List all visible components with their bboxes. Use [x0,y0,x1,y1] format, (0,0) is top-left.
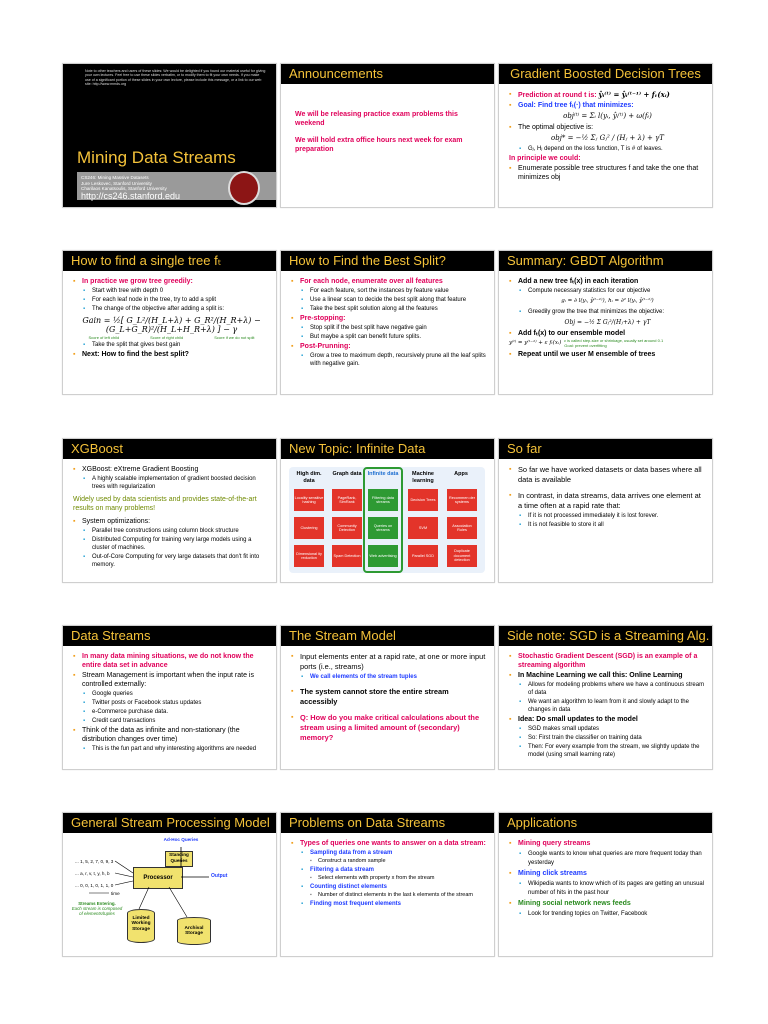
sub-bullet: ▪ Credit card transactions [73,717,270,725]
slide-header: New Topic: Infinite Data [281,439,494,459]
streams-note: Streams Entering. Each stream is composed of elements/tuples [71,901,123,917]
bullet: ▪ Input elements enter at a rapid rate, at one or more input ports (i.e., streams) [291,652,488,672]
announcement-2: We will hold extra office hours next week for exam preparation [295,137,463,153]
slide-header: XGBoost [63,439,276,459]
grid-cell: Filtering data streams [368,489,398,511]
grid-cell: PageRank, SimRank [332,489,362,511]
green-callout: Widely used by data scientists and provides state-of-the-art results on many problems! [73,496,257,512]
slide-stream-processing [62,812,277,957]
sub-bullet: ▪ SGD makes small updates [509,725,706,733]
sub-bullet: ▪ Compute necessary statistics for our objective [509,287,706,295]
slide-header: How to Find the Best Split? [281,251,494,271]
bullet: ▪ In many data mining situations, we do not know the entire data set in advance [73,652,270,670]
slide-gbdt-summary [498,250,713,395]
formula: obj* = −½ Σⱼ Gⱼ² / (Hⱼ + λ) + γT [551,134,664,142]
col-header: Graph data [332,471,362,477]
bullet: ▪ Enumerate possible tree structures f and take the one that minimizes obj [509,164,706,182]
slide-applications [498,812,713,957]
slide-header: The Stream Model [281,626,494,646]
sub-sub-bullet: ▪ Select elements with property x from the stream [291,875,488,882]
slide-so-far [498,438,713,583]
bullet: ▪ So far we have worked datasets or data bases where all data is available [509,465,706,485]
slide-single-tree [62,250,277,395]
slide-header: Gradient Boosted Decision Trees [499,64,712,84]
sub-bullet: ▪ We call elements of the stream tuples [291,673,488,681]
sub-bullet: ▪ Google queries [73,690,270,698]
formula-labels: Score of left child Score of right child Score if we do not split [88,335,255,340]
sub-bullet: ▪ If it is not processed immediately it is lost forever. [509,512,706,520]
bullet: ▪ The optimal objective is: [509,123,706,132]
stanford-seal-icon [228,171,260,205]
bullet: ▪ For each node, enumerate over all features [291,277,488,286]
bullet: ▪ In Machine Learning we call this: Online Learning [509,671,706,680]
bullet: ▪ Mining social network news feeds [509,899,706,909]
sub-bullet: ▪ Parallel tree constructions using column block structure [73,527,270,535]
bullet: ▪ Mining query streams [509,839,706,849]
sub-bullet: ▪ This is the fun part and why interesting algorithms are needed [73,745,270,753]
bullet: ▪ Stream Management is important when the input rate is controlled externally: [73,671,270,689]
grid-cell: Spam Detection [332,545,362,567]
limited-storage: Limited Working Storage [127,909,155,943]
bullet: ▪ System optimizations: [73,517,270,526]
bullet: ▪ Prediction at round t is: ŷᵢ⁽ᵗ⁾ = ŷᵢ⁽ᵗ⁻¹⁾ + fₜ(xᵢ) [509,90,706,100]
output-label: Output [211,873,228,879]
standing-queries-box: Standing Queries [165,851,193,867]
slide-xgboost [62,438,277,583]
grid-cell: Clustering [294,517,324,539]
announcement-1: We will be releasing practice exam problems this weekend [295,111,458,127]
col-header: Apps [454,471,468,477]
sub-bullet: ▪ For each feature, sort the instances by feature value [291,287,488,295]
archival-storage: Archival Storage [177,917,211,945]
formula: obj⁽ᵗ⁾ = Σᵢ l(yᵢ, ŷᵢ⁽ᵗ⁾) + ω(fₜ) [563,112,652,120]
bullet: ▪ Pre-stopping: [291,314,488,323]
grid-cell: Association Rules [447,517,477,539]
bullet: ▪ Idea: Do small updates to the model [509,715,706,724]
bullet: ▪ Next: How to find the best split? [73,350,270,359]
sub-bullet: ▪ Out-of-Core Computing for very large datasets that don't fit into memory. [73,553,270,569]
bullet: ▪ The system cannot store the entire stream accessibly [291,687,488,707]
slide-header: Data Streams [63,626,276,646]
processor-box: Processor [133,867,183,889]
sub-bullet: ▪ A highly scalable implementation of gradient boosted decision trees with regularization [73,475,270,491]
bullet: ▪ In practice we grow tree greedily: [73,277,270,286]
grid-cell: Community Detection [332,517,362,539]
slide-title [62,63,277,208]
sub-bullet: ▪ For each leaf node in the tree, try to add a split [73,296,270,304]
stream-2: ... a, r, v, t, y, h, b [75,871,110,876]
sub-bullet: ▪ e-Commerce purchase data. [73,708,270,716]
grid-cell: Recommen der systems [447,489,477,511]
slide-header: How to find a single tree fₜ [63,251,276,271]
sub-bullet: ▪ Gⱼ, Hⱼ depend on the loss function, T is # of leaves. [509,145,706,153]
sub-bullet: ▪ Take the best split solution along all the features [291,305,488,313]
sub-bullet: ▪ Counting distinct elements [291,883,488,891]
diagram-arrows [69,837,269,953]
course-url[interactable]: http://cs246.stanford.edu [81,191,181,201]
time-label: time [111,891,120,896]
course-info: CS246: Mining Massive Datasets Jure Leskovec, Stanford University Charilaos Kanatsoulis, Stanford University [81,175,167,192]
sub-bullet: ▪ Twitter posts or Facebook status updates [73,699,270,707]
slide-best-split [280,250,495,395]
sub-bullet: ▪ Grow a tree to maximum depth, recursively prune all the leaf splits with negative gain. [291,352,488,368]
sub-bullet: ▪ Filtering a data stream [291,866,488,874]
grid-cell: Queries on streams [368,517,398,539]
slide-sgd [498,625,713,770]
sub-bullet: ▪ Take the split that gives best gain [73,341,270,349]
sub-bullet: ▪ Stop split if the best split have negative gain [291,324,488,332]
sub-bullet: ▪ So: First train the classifier on training data [509,734,706,742]
bullet: ▪ Post-Prunning: [291,342,488,351]
stream-1: ... 1, 5, 2, 7, 0, 9, 3 [75,859,114,864]
grid-cell: Parallel SGD [408,545,438,567]
topic-grid [289,467,485,573]
bullet: In principle we could: [509,155,581,162]
grid-cell: Decision Trees [408,489,438,511]
slide-problems [280,812,495,957]
sub-bullet: ▪ Greedily grow the tree that minimizes the objective: [509,308,706,316]
sub-bullet: ▪ The change of the objective after adding a split is: [73,305,270,313]
shrinkage-note: ε is called step-size or shrinkage, usually set around 0.1 Goal: prevent overfitting [564,338,664,348]
bullet: ▪ Mining click streams [509,869,706,879]
col-header: High dim. data [296,471,322,484]
sub-bullet: ▪ Finding most frequent elements [291,900,488,908]
slide-header: Side note: SGD is a Streaming Alg. [499,626,712,646]
slide-header: So far [499,439,712,459]
grid-cell: Duplicate document detection [447,545,477,567]
sub-bullet: ▪ Then: For every example from the stream, we slightly update the model (using small learning rate) [509,743,706,759]
sub-bullet: ▪ Allows for modeling problems where we have a continuous stream of data [509,681,706,697]
slide-announcements [280,63,495,208]
sub-bullet: ▪ Look for trending topics on Twitter, Facebook [509,910,706,919]
teacher-note: Note to other teachers and users of these slides: We would be delighted if you found our material useful for giving your own lectures. Feel free to use these slides verbatim, or to modify them to fit your own needs. If you make use of a significant portion of these slides in your own lecture, please include this message, or a link to our web site: http://www.mmds.org [85,69,266,87]
formula: y⁽ᵗ⁾ = y⁽ᵗ⁻¹⁾ + ε fₜ(xᵢ) [509,340,562,346]
sub-sub-bullet: ▪ Construct a random sample [291,858,488,865]
slide-header: Announcements [281,64,494,84]
slide-infinite-data [280,438,495,583]
sub-bullet: ▪ Sampling data from a stream [291,849,488,857]
formula: gᵢ = ∂ l(yᵢ, ŷ⁽ᵗ⁻¹⁾), hᵢ = ∂² l(yᵢ, ŷ⁽ᵗ⁻¹⁾) [561,298,654,304]
bullet: ▪ Add a new tree fₜ(x) in each iteration [509,277,706,286]
bullet: ▪ Goal: Find tree fₜ(·) that minimizes: [509,101,706,110]
slide-title-text: Mining Data Streams [77,148,236,167]
slide-header: Applications [499,813,712,833]
sub-bullet: ▪ Use a linear scan to decide the best split along that feature [291,296,488,304]
sub-bullet: ▪ Start with tree with depth 0 [73,287,270,295]
stream-3: ... 0, 0, 1, 0, 1, 1, 0 [75,883,114,888]
slide-header: Problems on Data Streams [281,813,494,833]
bullet: ▪ XGBoost: eXtreme Gradient Boosting [73,465,270,474]
bullet: ▪ Types of queries one wants to answer on a data stream: [291,839,488,848]
slide-header: Summary: GBDT Algorithm [499,251,712,271]
sub-bullet: ▪ Wikipedia wants to know which of its pages are getting an unusual number of hits in the past hour [509,880,706,898]
col-header: Machine learning [411,471,434,484]
grid-cell: Web advertising [368,545,398,567]
sub-bullet: ▪ But maybe a split can benefit future splits. [291,333,488,341]
sub-bullet: ▪ It is not feasible to store it all [509,521,706,529]
bullet: ▪ Stochastic Gradient Descent (SGD) is an example of a streaming algorithm [509,652,706,670]
adhoc-label: Ad-Hoc Queries [163,837,199,842]
sub-bullet: ▪ We want an algorithm to learn from it and slowly adapt to the changes in data [509,698,706,714]
bullet: ▪ Think of the data as infinite and non-stationary (the distribution changes over time) [73,726,270,744]
grid-cell: SVM [408,517,438,539]
sub-sub-bullet: ▪ Number of distinct elements in the last k elements of the stream [291,892,488,899]
gain-formula: Gain = ½[ G_L²/(H_L+λ) + G_R²/(H_R+λ) − (G_L+G_R)²/(H_L+H_R+λ) ] − γ [82,316,261,334]
grid-cell: Locality sensitive hashing [294,489,324,511]
slide-stream-model [280,625,495,770]
processing-diagram [69,837,269,953]
slide-gbdt [498,63,713,208]
slide-data-streams [62,625,277,770]
bullet: ▪ Repeat until we user M ensemble of trees [509,350,706,359]
grid-cell: Dimensional ity reduction [294,545,324,567]
sub-bullet: ▪ Google wants to know what queries are more frequent today than yesterday [509,850,706,868]
bullet: ▪ Q: How do you make critical calculations about the stream using a limited amount of (secondary) memory? [291,713,488,743]
bullet: ▪ In contrast, in data streams, data arrives one element at a time often at a rapid rate that: [509,491,706,511]
sub-bullet: ▪ Distributed Computing for training very large models using a cluster of machines. [73,536,270,552]
formula: Obj = −½ Σ Gⱼ²/(Hⱼ+λ) + γT [564,319,651,326]
col-header: Infinite data [367,471,399,477]
bullet: ▪ Add fₜ(x) to our ensemble model [509,329,706,338]
slide-header: General Stream Processing Model [63,813,276,833]
